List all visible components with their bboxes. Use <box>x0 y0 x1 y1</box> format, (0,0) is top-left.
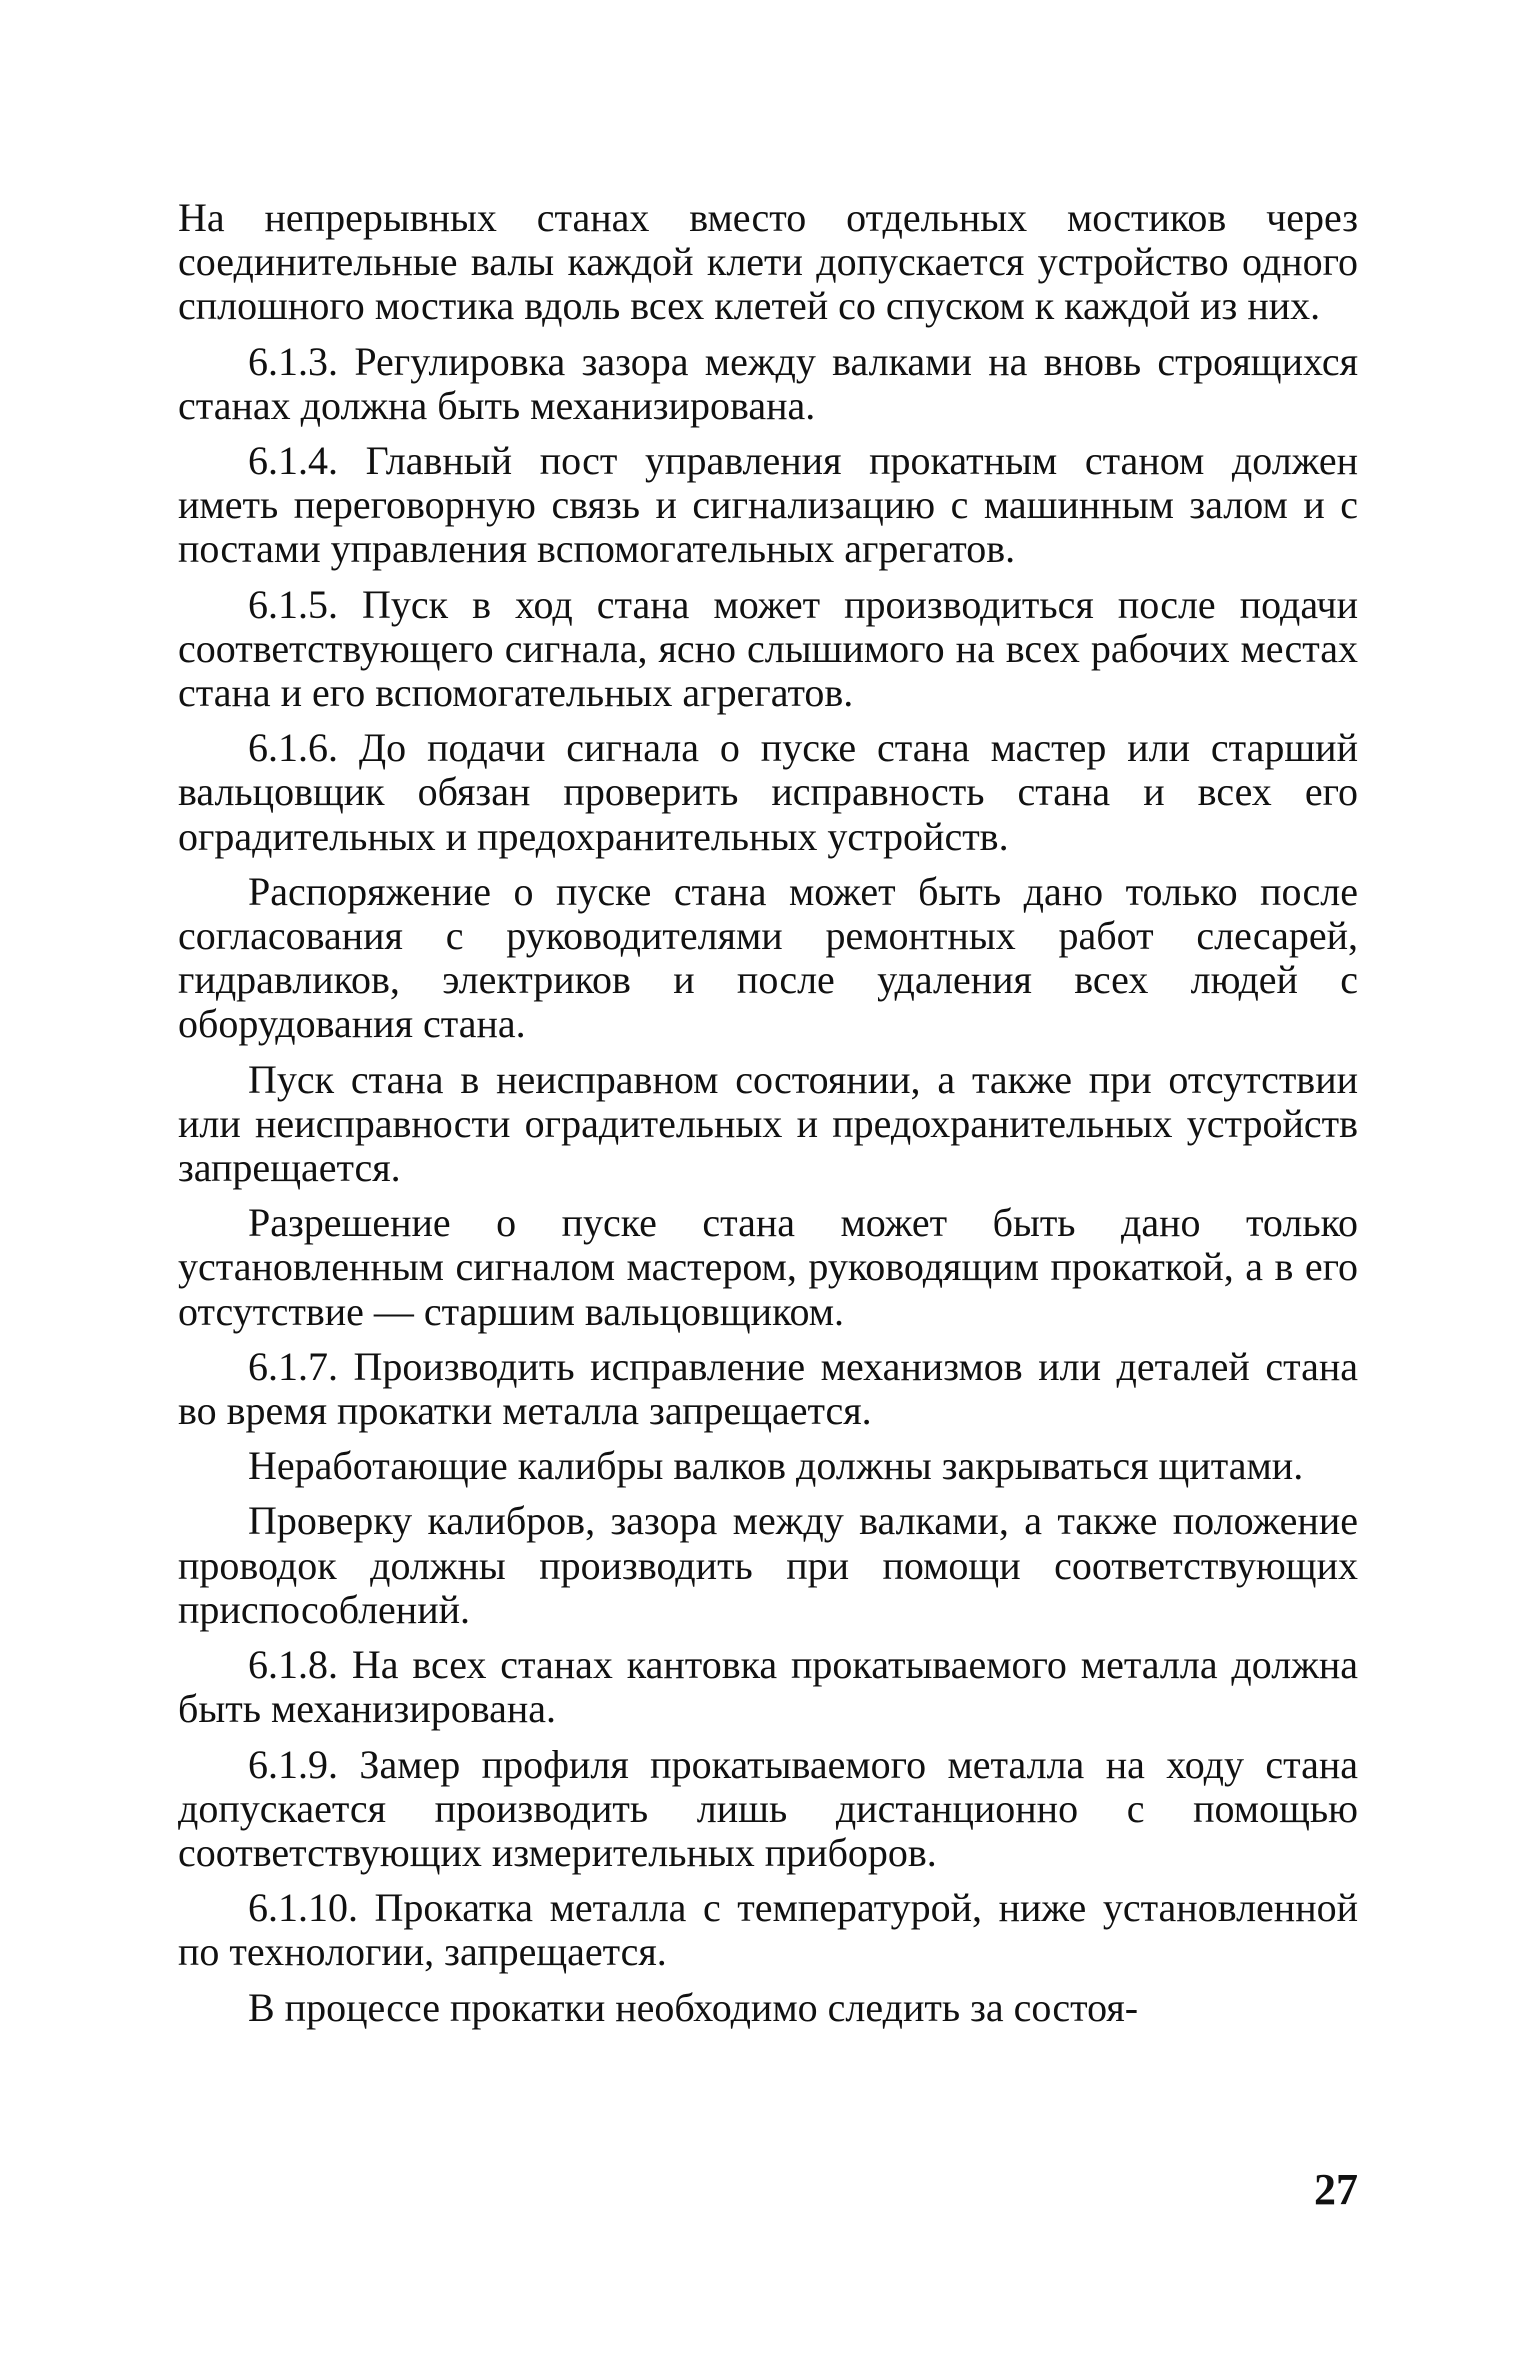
paragraph-6-1-5: 6.1.5. Пуск в ход стана может производиться после подачи соответствующего сигнала, ясно слышимого на всех рабочих местах стана и его вспомогательных агрегатов. <box>178 581 1358 716</box>
paragraph-6-1-9: 6.1.9. Замер профиля прокатываемого металла на ходу стана допускается производить лишь дистанционно с помощью соответствующих измерительных приборов. <box>178 1741 1358 1875</box>
paragraph-6-1-6: 6.1.6. До подачи сигнала о пуске стана мастер или старший вальцовщик обязан проверить исправность стана и всех его оградительных и предохранительных устройств. <box>178 725 1358 859</box>
paragraph-6-1-3: 6.1.3. Регулировка зазора между валками на вновь строящихся станах должна быть механизирована. <box>178 338 1358 428</box>
paragraph-6-1-7: 6.1.7. Производить исправление механизмов или деталей стана во время прокатки металла запрещается. <box>178 1343 1358 1434</box>
paragraph-start-permission: Разрешение о пуске стана может быть дано только установленным сигналом мастером, руководящим прокаткой, а в его отсутствие — старшим вальцовщиком. <box>178 1200 1358 1334</box>
paragraph-idle-passes-covered: Неработающие калибры валков должны закрываться щитами. <box>248 1443 1304 1489</box>
paragraph-faulty-start-prohibited: Пуск стана в неисправном состоянии, а также при отсутствии или неисправности оградительных и предохранительных устройств запрещается. <box>178 1056 1358 1191</box>
paragraph-start-order: Распоряжение о пуске стана может быть дано только после согласования с руководителями ремонтных работ слесарей, гидравликов, электриков и после удаления всех людей с оборудования стана. <box>178 868 1358 1047</box>
paragraph-6-1-4: 6.1.4. Главный пост управления прокатным станом должен иметь переговорную связь и сигнализацию с машинным залом и с постами управления вспомогательных агрегатов. <box>178 438 1358 572</box>
paragraph-continuous-mills-bridge: На непрерывных станах вместо отдельных мостиков через соединительные валы каждой клети допускается устройство одного сплошного мостика вдоль всех клетей со спуском к каждой из них. <box>178 195 1358 329</box>
paragraph-rolling-monitoring: В процессе прокатки необходимо следить за состоя- <box>248 1984 1139 2030</box>
page-number: 27 <box>1314 2165 1358 2214</box>
paragraph-pass-checking: Проверку калибров, зазора между валками, а также положение проводок должны производить при помощи соответствующих приспособлений. <box>178 1498 1358 1632</box>
paragraph-6-1-10: 6.1.10. Прокатка металла с температурой, ниже установленной по технологии, запрещается. <box>178 1885 1358 1975</box>
paragraph-6-1-8: 6.1.8. На всех станах кантовка прокатываемого металла должна быть механизирована. <box>178 1642 1358 1732</box>
body-text <box>178 196 1358 2041</box>
